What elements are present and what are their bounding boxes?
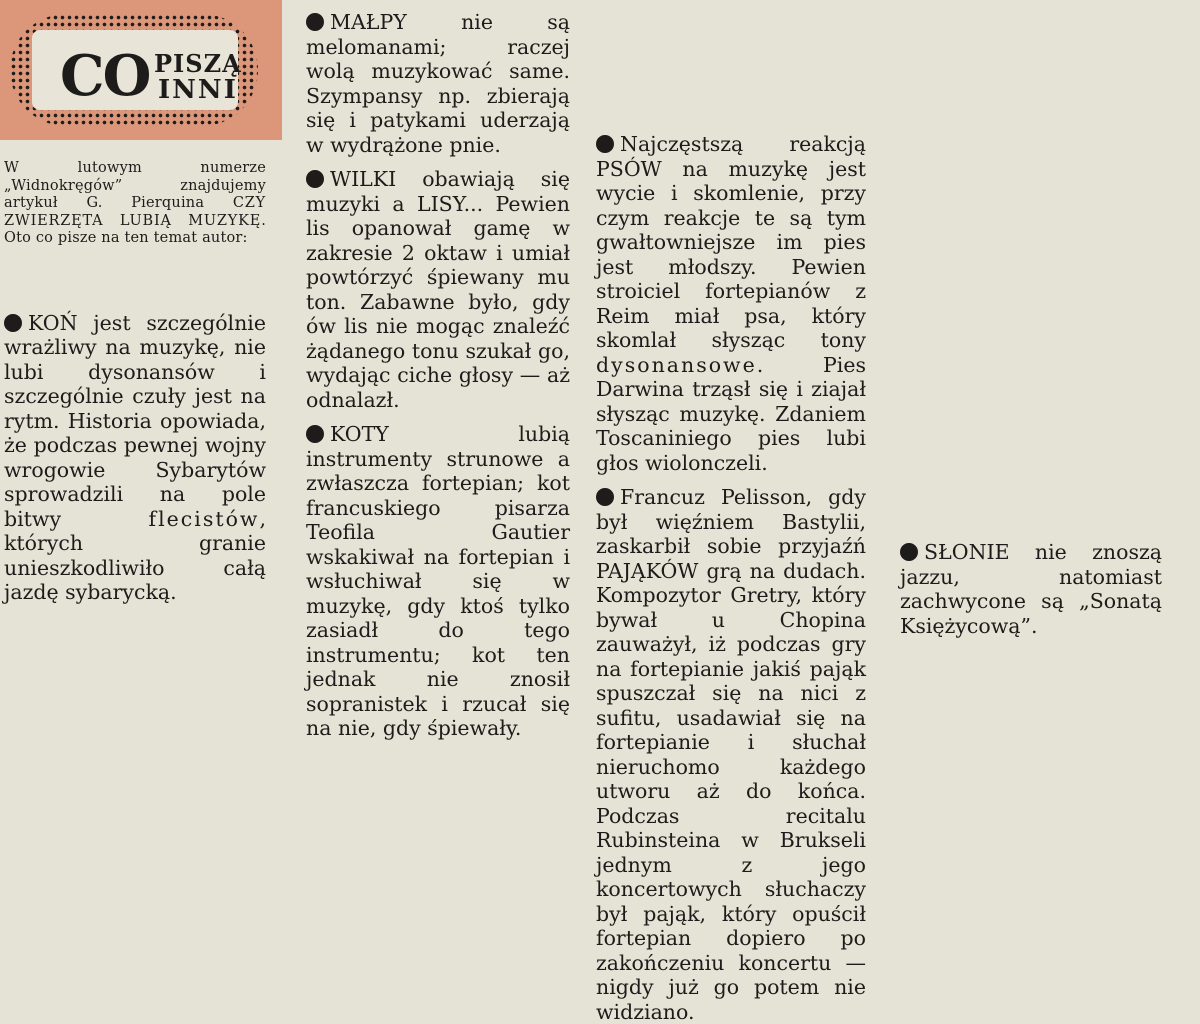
section-kon [4, 290, 266, 625]
logo-co-text: CO [60, 43, 150, 109]
article-title: CZY ZWIERZĘTA LUBIĄ MUZYKĘ [4, 195, 266, 229]
section-text: jest szczególnie wrażliwy na muzykę, nie lubi dysonansów i szczególnie czuły jest na rytm. Historia opowiada, że podczas pewnej wojny wrogowie Sybarytów sprowadzili na pole bitwy [4, 310, 266, 531]
section-text-end: ... Pewien lis opanował gamę w zakresie 2 oktaw i umiał powtórzyć śpiewany mu ton. Zabawne było, gdy ów lis nie mogąc znaleźć żądanego tonu szukał go, wydając ciche głosy — aż odnalazł. [306, 191, 570, 412]
text-column-3 [596, 0, 866, 1024]
bullet-icon [306, 13, 324, 31]
bullet-icon [900, 543, 918, 561]
section-text: nie znoszą jazzu, natomiast zachwycone są „Sonatą Księżycową”. [900, 540, 1162, 638]
section-pajaki [596, 485, 866, 1024]
bullet-icon [596, 135, 614, 153]
column-logo [0, 0, 282, 140]
text-column-2 [306, 0, 570, 740]
text-column-4 [900, 0, 1162, 680]
logo-panel [32, 30, 242, 110]
section-text-end: , których granie unieszkodliwiło całą jazdę sybarycką. [4, 506, 266, 604]
spaced-word: dysonansowe [596, 352, 757, 377]
bullet-icon [306, 425, 324, 443]
section-text-mid: na muzykę jest wycie i skomlenie, przy czym reakcje te są tym gwałtowniejsze im pies jest młodszy. Pewien stroiciel fortepianów z Reim miał psa, który skomlał słysząc tony [596, 156, 866, 352]
intro-text: W lutowym numerze „Widnokręgów” znajdujemy artykuł G. Pierquina [4, 160, 266, 211]
section-text: lubią instrumenty strunowe a zwłaszcza fortepian; kot francuskiego pisarza Teofila Gautier wskakiwał na fortepian i wsłuchiwał się w muzykę, gdy ktoś tylko zasiadł do tego instrumentu; kot ten jednak nie znosił sopranistek i rzucał się na nie, gdy śpiewały. [306, 422, 570, 740]
bullet-icon [596, 488, 614, 506]
logo-inni-text: INNI [158, 75, 238, 105]
section-head: PSÓW [596, 156, 662, 181]
section-text: Najczęstszą reakcją [620, 132, 866, 156]
section-text: obawiają się muzyki a [306, 167, 570, 216]
section-psy [596, 132, 866, 475]
section-text: Francuz Pelisson, gdy był więźniem Bastylii, zaskarbił sobie przyjaźń [596, 485, 866, 558]
section-head: KOTY [330, 422, 389, 446]
spaced-word: flecistów [148, 506, 260, 531]
section-slonie [900, 540, 1162, 638]
section-text: nie są melomanami; raczej wolą muzykować same. Szympansy np. zbierają się i patykami uderzają w wydrążone pnie. [306, 10, 570, 157]
section-head: MAŁPY [330, 10, 407, 34]
section-head: PAJĄKÓW [596, 558, 699, 583]
bullet-icon [4, 314, 22, 332]
bullet-icon [306, 170, 324, 188]
section-head: WILKI [330, 167, 397, 191]
section-text-end: grą na dudach. Kompozytor Gretry, który bywał u Chopina zauważył, iż podczas gry na fortepianie jakiś pająk spuszczał się na nici z sufitu, usadawiał się na fortepianie i słuchał nieruchomo każdego utworu aż do końca. Podczas recitalu Rubinsteina w Brukseli jednym z jego koncertowych słuchaczy był pająk, który opuścił fortepian dopiero po zakończeniu koncertu — nigdy już go potem nie widziano. [596, 558, 866, 1024]
section-koty [306, 422, 570, 741]
section-malpy [306, 10, 570, 157]
section-head: KOŃ [28, 310, 78, 335]
section-head-2: LISY [416, 191, 464, 216]
intro-text-end: . Oto co pisze na ten temat autor: [4, 212, 266, 246]
section-text-end: . Pies Darwina trząsł się i ziajał słysząc muzykę. Zdaniem Toscaniniego pies lubi głos wiolonczeli. [596, 352, 866, 475]
section-head: SŁONIE [924, 540, 1010, 564]
intro-paragraph [4, 160, 266, 248]
logo-dotted-oval [10, 14, 258, 126]
section-wilki [306, 167, 570, 412]
logo-pisza-text: PISZĄ [154, 49, 242, 78]
